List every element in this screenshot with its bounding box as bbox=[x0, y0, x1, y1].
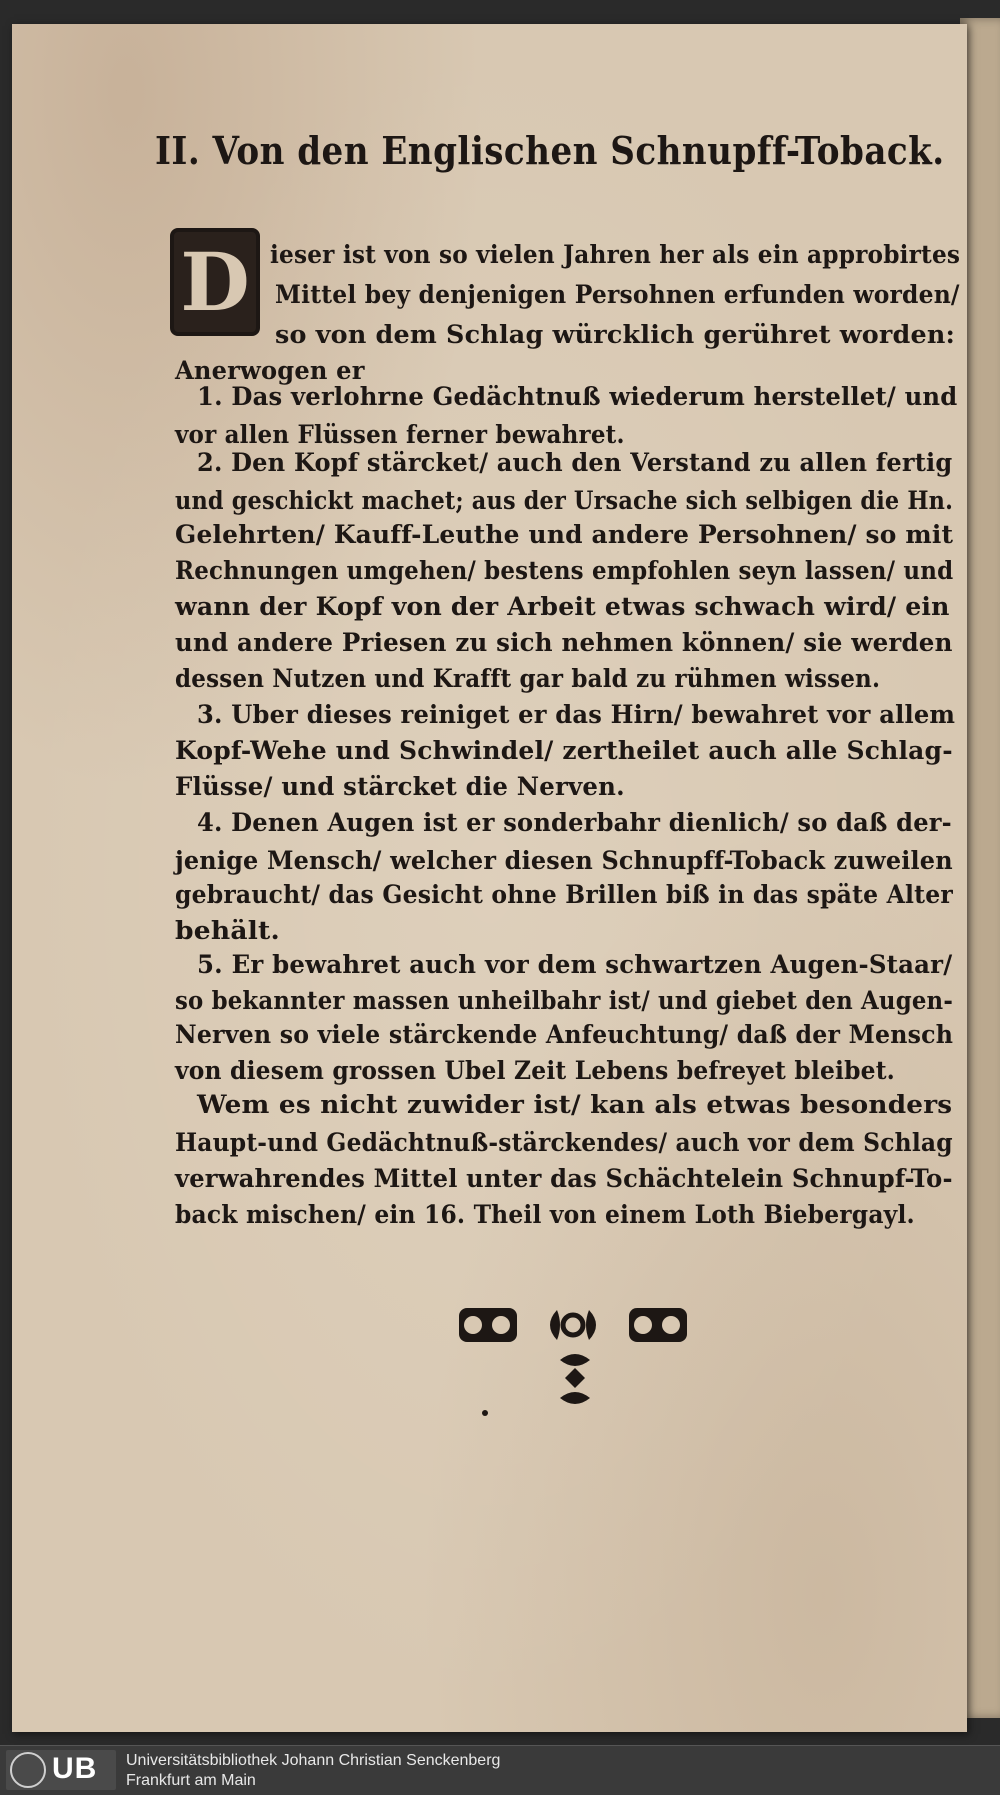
text-line: 4. Denen Augen ist er sonderbahr dienlich/ so daß der- bbox=[197, 808, 952, 837]
text-line: Haupt-und Gedächtnuß-stärckendes/ auch vor dem Schlag bbox=[175, 1128, 953, 1157]
text-line: behält. bbox=[175, 916, 280, 945]
text-line: dessen Nutzen und Krafft gar bald zu rühmen wissen. bbox=[175, 664, 881, 693]
ornament-fleuron bbox=[455, 1298, 695, 1428]
text-line: Rechnungen umgehen/ bestens empfohlen seyn lassen/ und bbox=[175, 556, 954, 585]
text-line: ieser ist von so vielen Jahren her als ein approbirtes bbox=[270, 240, 961, 269]
institution-city: Frankfurt am Main bbox=[126, 1772, 256, 1789]
text-line: und andere Priesen zu sich nehmen können/ sie werden bbox=[175, 628, 953, 657]
text-line: so bekannter massen unheilbahr ist/ und giebet den Augen- bbox=[175, 986, 953, 1015]
text-line: Mittel bey denjenigen Persohnen erfunden worden/ bbox=[275, 280, 960, 309]
text-line: so von dem Schlag würcklich gerühret worden: bbox=[275, 320, 956, 349]
text-line: wann der Kopf von der Arbeit etwas schwach wird/ ein bbox=[175, 592, 950, 621]
footer-bar bbox=[0, 1745, 1000, 1795]
ub-logo[interactable] bbox=[6, 1750, 116, 1790]
drop-cap-letter: D bbox=[180, 235, 250, 329]
text-line: vor allen Flüssen ferner bewahret. bbox=[175, 420, 625, 449]
text-line: back mischen/ ein 16. Theil von einem Loth Biebergayl. bbox=[175, 1200, 915, 1229]
text-line: Nerven so viele stärckende Anfeuchtung/ daß der Mensch bbox=[175, 1020, 954, 1049]
text-line: 5. Er bewahret auch vor dem schwartzen Augen-Staar/ bbox=[197, 950, 953, 979]
text-line: jenige Mensch/ welcher diesen Schnupff-Toback zuweilen bbox=[175, 846, 953, 875]
ub-logo-text: UB bbox=[52, 1752, 98, 1785]
text-line: Gelehrten/ Kauff-Leuthe und andere Persohnen/ so mit bbox=[175, 520, 954, 549]
section-heading: II. Von den Englischen Schnupff-Toback. bbox=[155, 128, 945, 173]
text-line: verwahrendes Mittel unter das Schächtelein Schnupf-To- bbox=[175, 1164, 953, 1193]
text-line: gebraucht/ das Gesicht ohne Brillen biß in das späte Alter bbox=[175, 880, 953, 909]
text-line: Anerwogen er bbox=[175, 356, 365, 385]
text-line: von diesem grossen Ubel Zeit Lebens befreyet bleibet. bbox=[175, 1056, 895, 1085]
text-line: Wem es nicht zuwider ist/ kan als etwas besonders bbox=[197, 1090, 953, 1119]
text-line: und geschickt machet; aus der Ursache sich selbigen die Hn. bbox=[175, 486, 954, 515]
text-line: Kopf-Wehe und Schwindel/ zertheilet auch alle Schlag- bbox=[175, 736, 953, 765]
seal-icon bbox=[10, 1752, 46, 1788]
text-line: Flüsse/ und stärcket die Nerven. bbox=[175, 772, 625, 801]
text-line: 3. Uber dieses reiniget er das Hirn/ bewahret vor allem bbox=[197, 700, 956, 729]
text-line: 1. Das verlohrne Gedächtnuß wiederum herstellet/ und bbox=[197, 382, 958, 411]
text-line: 2. Den Kopf stärcket/ auch den Verstand zu allen fertig bbox=[197, 448, 953, 477]
drop-cap bbox=[170, 228, 260, 336]
institution-name: Universitätsbibliothek Johann Christian Senckenberg bbox=[126, 1752, 501, 1769]
